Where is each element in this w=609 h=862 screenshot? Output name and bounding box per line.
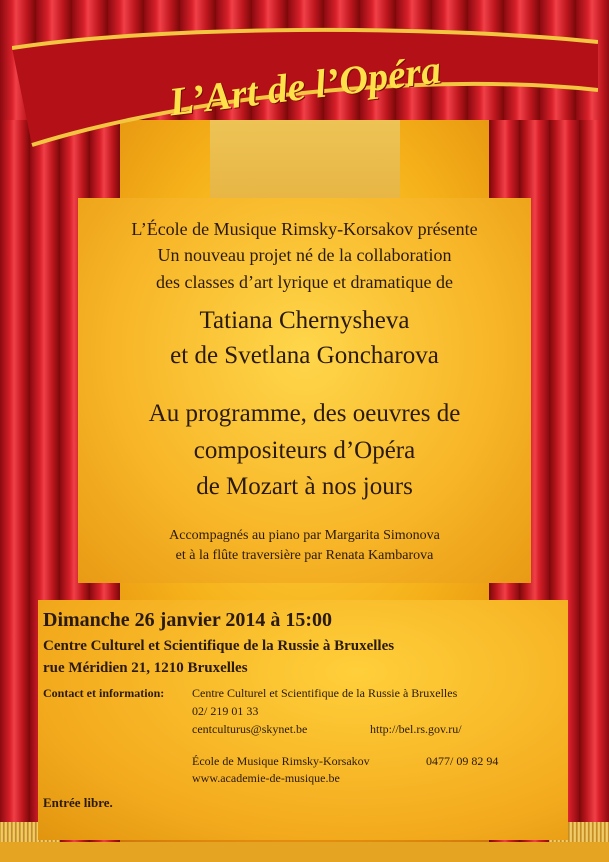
info-panel	[38, 600, 568, 840]
program-line-1: Au programme, des oeuvres de	[148, 400, 461, 427]
title-banner	[12, 20, 598, 150]
contact-label: Contact et information:	[43, 686, 165, 700]
program-line-3: de Mozart à nos jours	[196, 473, 413, 500]
teacher-name-1: Tatiana Chernysheva	[199, 307, 410, 334]
intro-line-3: des classes d’art lyrique et dramatique de	[156, 272, 453, 292]
accompaniment-line-2: et à la flûte traversière par Renata Kambarova	[175, 548, 434, 563]
contact-phone-1: 02/ 219 01 33	[192, 704, 259, 718]
poster-title: L’Art de l’Opéra	[166, 46, 444, 125]
event-address: rue Méridien 21, 1210 Bruxelles	[43, 660, 248, 676]
contact-url-1: http://bel.rs.gov.ru/	[370, 722, 462, 736]
program-line-2: compositeurs d’Opéra	[193, 437, 416, 464]
event-venue: Centre Culturel et Scientifique de la Russie à Bruxelles	[43, 638, 395, 654]
stage-floor	[0, 842, 609, 862]
contact-url-2: www.academie-de-musique.be	[192, 771, 340, 785]
contact-org-1: Centre Culturel et Scientifique de la Russie à Bruxelles	[192, 686, 458, 700]
accompaniment-line-1: Accompagnés au piano par Margarita Simonova	[169, 528, 440, 543]
contact-phone-2: 0477/ 09 82 94	[426, 754, 499, 768]
free-entry-note: Entrée libre.	[43, 795, 113, 810]
teacher-name-2: et de Svetlana Goncharova	[170, 342, 439, 369]
intro-line-2: Un nouveau projet né de la collaboration	[157, 245, 452, 265]
intro-line-1: L’École de Musique Rimsky-Korsakov présente	[131, 219, 478, 239]
contact-email: centculturus@skynet.be	[192, 722, 308, 736]
event-date: Dimanche 26 janvier 2014 à 15:00	[43, 609, 333, 631]
contact-org-2: École de Musique Rimsky-Korsakov	[192, 754, 370, 768]
